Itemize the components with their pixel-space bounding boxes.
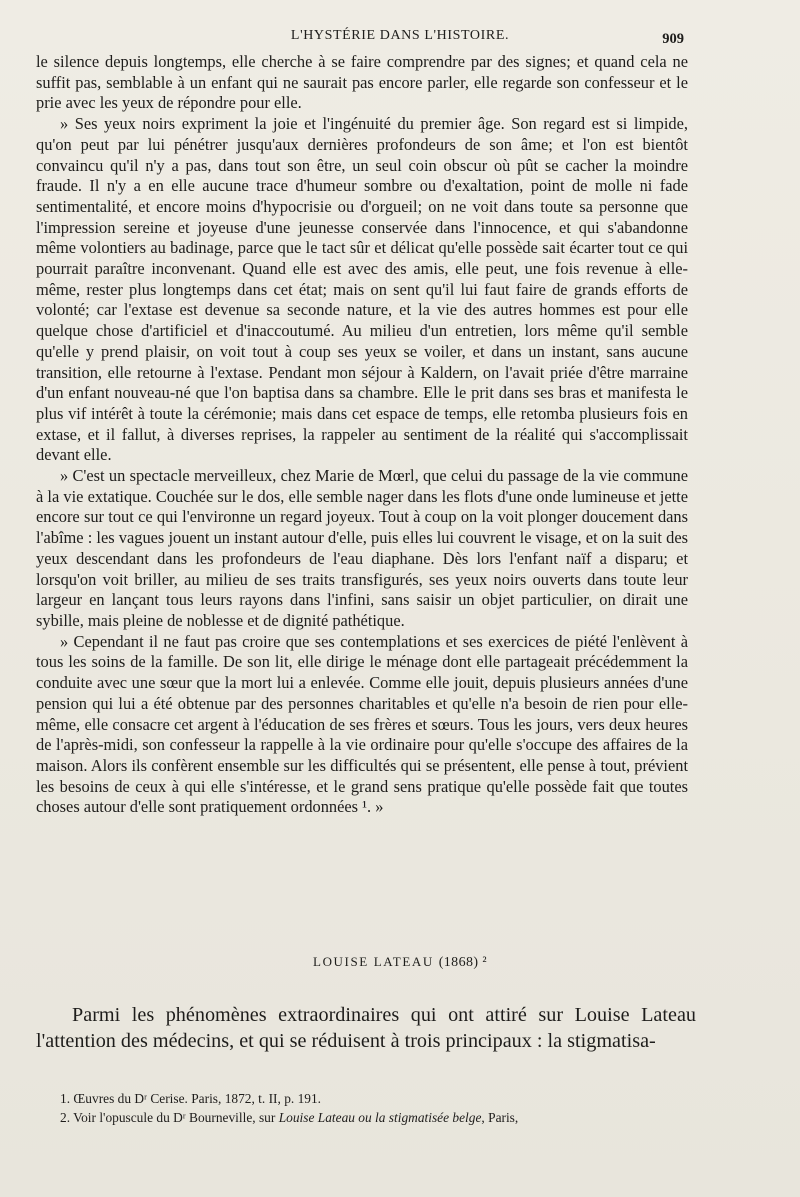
paragraph: le silence depuis longtemps, elle cherche à se faire comprendre par des signes; et quand cela ne suffit pas, semblable à un enfant qui ne saurait pas encore parler, elle regarde son confesseur et le prie avec les yeux de répondre pour elle. — [36, 52, 688, 113]
paragraph: » Ses yeux noirs expriment la joie et l'ingénuité du premier âge. Son regard est si limpide, qu'on peut par lui pénétrer jusqu'aux dernières profondeurs de son âme; et l'on est bientôt convaincu qu'il n'y a pas, dans tout son être, un seul coin obscur où pût se cacher la moindre fraude. Il n'y a en elle aucune trace d'humeur sombre ou d'exaltation, point de molle ni fade sentimentalité, et encore moins d'hypocrisie ou d'orgueil; on ne voit dans toute sa personne que l'impression sereine et joyeuse d'une jeunesse conservée dans l'innocence, et qui s'abandonne même volontiers au badinage, parce que le tact sûr et délicat qu'elle possède sait écarter tout ce qui pourrait paraître inconvenant. Quand elle est avec des amis, elle peut, une fois revenue à elle-même, rester plus longtemps dans cet état; mais on sent qu'il lui faut faire de grands efforts de volonté; car l'extase est devenue sa seconde nature, et la vie des autres hommes est pour elle quelque chose d'artificiel et d'inaccoutumé. Au milieu d'un entretien, lors même qu'il semble qu'elle y prend plaisir, on voit tout à coup ses yeux se voiler, et dans un instant, sans aucune transition, elle retourne à l'extase. Pendant mon séjour à Kaldern, on l'avait priée d'être marraine d'un enfant nouveau-né que l'on baptisa dans sa chambre. Elle le prit dans ses bras et manifesta le plus vif intérêt à toute la cérémonie; mais dans cet espace de temps, elle retomba plusieurs fois en extase, et il fallut, à diverses reprises, la rappeler au sentiment de la réalité qui s'accomplissait devant elle. — [36, 114, 688, 465]
lead-text — [36, 1002, 696, 1054]
footnote-2-prefix: 2. Voir l'opuscule du Dʳ Bourneville, sur — [60, 1110, 279, 1125]
footnotes — [36, 1089, 706, 1127]
page-header — [0, 28, 800, 52]
page-number: 909 — [662, 31, 684, 47]
section-title: LOUISE LATEAU — [313, 954, 434, 969]
paragraph: » C'est un spectacle merveilleux, chez Marie de Mœrl, que celui du passage de la vie commune à la vie extatique. Couchée sur le dos, elle semble nager dans les flots d'une onde lumineuse et jette encore sur tout ce qui l'environne un regard joyeux. Tout à coup on la voit plonger doucement dans l'abîme : les vagues jouent un instant autour d'elle, puis elles lui couvrent le visage, et on la suit des yeux descendant dans les profondeurs de l'eau diaphane. Dès lors l'enfant naïf a disparu; et lorsqu'on voit briller, au milieu de ses traits transfigurés, ses yeux noirs ouverts dans toute leur largeur en lançant tous leurs rayons dans l'infini, sans saisir un objet particulier, on dirait une sybille, mais pleine de noblesse et de dignité pathétique. — [36, 466, 688, 630]
footnote-1: 1. Œuvres du Dʳ Cerise. Paris, 1872, t. II, p. 191. — [60, 1091, 322, 1106]
footnote-2 — [36, 1108, 706, 1127]
lead-paragraph: Parmi les phénomènes extraordinaires qui ont attiré sur Louise Lateau l'attention des médecins, et qui se réduisent à trois principaux : la stigmatisa- — [36, 1004, 696, 1052]
paragraph: » Cependant il ne faut pas croire que ses contemplations et ses exercices de piété l'enlèvent à tous les soins de la famille. De son lit, elle dirige le ménage dont elle partageait précédemment la conduite avec une sœur que la mort lui a enlevée. Comme elle jouit, depuis plusieurs années d'une pension qui lui a été obtenue par des personnes charitables et qu'elle n'a besoin de rien pour elle-même, elle consacre cet argent à l'éducation de ses frères et sœurs. Tous les jours, vers deux heures de l'après-midi, son confesseur la rappelle à la vie ordinaire pour qu'elle s'occupe des affaires de la maison. Alors ils confèrent ensemble sur les difficultés qui se présentent, elle pense à tout, prévient les besoins de ceux à qui elle s'intéresse, et le grand sens pratique qu'elle possède fait que toutes choses autour d'elle sont pratiquement ordonnées ¹. » — [36, 631, 688, 817]
body-text — [36, 52, 688, 818]
section-year: (1868) ² — [438, 955, 487, 970]
running-title: L'HYSTÉRIE DANS L'HISTOIRE. — [290, 28, 510, 43]
footnote-2-suffix: , Paris, — [481, 1110, 519, 1125]
footnote-2-title: Louise Lateau ou la stigmatisée belge — [278, 1110, 482, 1125]
section-heading — [0, 954, 800, 971]
